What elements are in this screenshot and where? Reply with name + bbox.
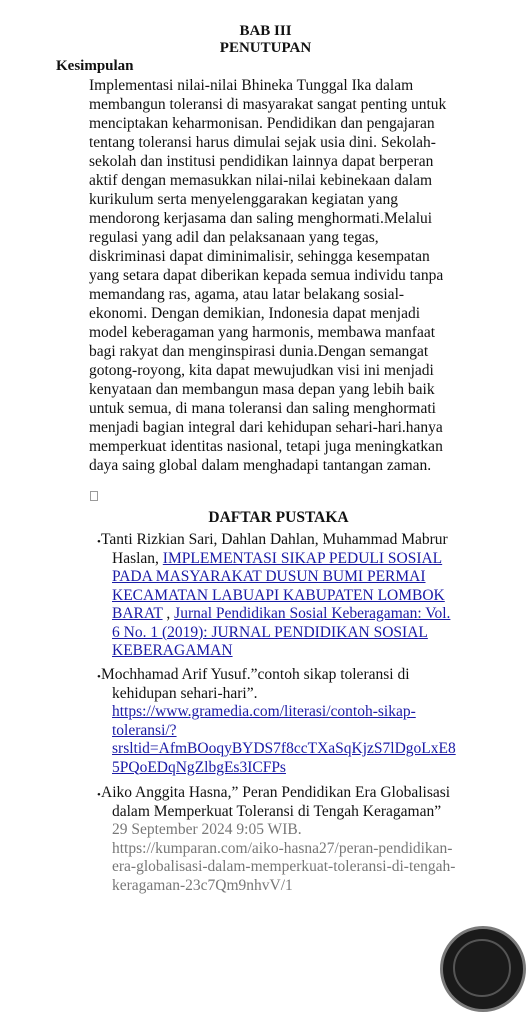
reference-title-link[interactable]: BARAT [112, 605, 163, 622]
paragraph-line: mendorong kerjasama dan saling menghormati.Melalui [89, 210, 433, 227]
paragraph-line: kenyataan dan membangun masa depan yang lebih baik [89, 381, 435, 398]
journal-link[interactable]: 6 No. 1 (2019): JURNAL PENDIDIKAN SOSIAL [112, 623, 428, 641]
paragraph-line: Implementasi nilai-nilai Bhineka Tunggal Ika dalam [89, 77, 414, 94]
paragraph-line: menciptakan keharmonisan. Pendidikan dan pengajaran [89, 115, 435, 132]
paragraph-line: daya saing global dalam menghadapi tantangan zaman. [89, 457, 432, 474]
paragraph-line: untuk semua, di mana toleransi dan saling menghormati [89, 400, 436, 417]
reference-line [112, 568, 426, 587]
paragraph-line: regulasi yang adil dan pelaksanaan yang tegas, [89, 229, 379, 246]
reference-title-link[interactable]: PADA MASYARAKAT DUSUN BUMI PERMAI [112, 568, 426, 585]
reference-line [112, 550, 442, 569]
chapter-title: PENUTUPAN [219, 40, 312, 56]
reference-url-link[interactable]: https://www.gramedia.com/literasi/contoh-sikap- [112, 703, 416, 720]
empty-checkbox-icon [90, 491, 98, 501]
bullet-icon: • [97, 671, 101, 683]
reference-line [112, 605, 450, 624]
paragraph-line: memperkuat identitas nasional, tetapi juga meningkatkan [89, 438, 443, 455]
reference-line [112, 587, 445, 606]
reference-line [112, 624, 428, 643]
paragraph-line: menjadi bagian integral dari kehidupan sehari-hari.hanya [89, 419, 443, 436]
reference-line: kehidupan sehari-hari”. [112, 684, 258, 702]
paragraph-line: aktif dengan memasukkan nilai-nilai kebinekaan dalam [89, 172, 433, 189]
reference-url: keragaman-23c7Qm9nhvV/1 [112, 876, 293, 894]
reference-title-link[interactable]: KECAMATAN LABUAPI KABUPATEN LOMBOK [112, 586, 445, 604]
reference-authors: Haslan, [112, 549, 163, 567]
reference-line [112, 642, 233, 661]
floating-action-button[interactable] [440, 926, 526, 1012]
reference-separator: , [162, 605, 175, 622]
paragraph-line: gotong-royong, kita dapat mewujudkan visi ini menjadi [89, 362, 434, 379]
bullet-icon: • [97, 789, 101, 801]
reference-line [112, 740, 456, 759]
reference-line: Mochhamad Arif Yusuf.”contoh sikap toleransi di [101, 666, 410, 683]
paragraph-line: kurikulum serta menyelenggarakan kegiatan yang [89, 191, 399, 208]
reference-date: 29 September 2024 9:05 WIB. [112, 821, 302, 838]
paragraph-line: sekolah dan institusi pendidikan lainnya dapat berperan [89, 153, 434, 170]
reference-url-link[interactable]: toleransi/? [112, 721, 177, 739]
reference-url: https://kumparan.com/aiko-hasna27/peran-pendidikan- [112, 839, 453, 857]
section-heading-daftar-pustaka: DAFTAR PUSTAKA [208, 509, 349, 526]
reference-line: Tanti Rizkian Sari, Dahlan Dahlan, Muhammad Mabrur [101, 531, 448, 548]
reference-line [112, 703, 416, 722]
reference-line [112, 722, 177, 741]
reference-line: dalam Memperkuat Toleransi di Tengah Keragaman” [112, 802, 442, 820]
paragraph-line: ekonomi. Dengan demikian, Indonesia dapat menjadi [89, 305, 421, 322]
journal-link[interactable]: Jurnal Pendidikan Sosial Keberagaman: Vol. [174, 605, 451, 622]
chapter-number: BAB III [239, 23, 292, 39]
bullet-icon: • [97, 536, 101, 548]
paragraph-line: memandang ras, agama, atau latar belakang sosial- [89, 286, 405, 303]
reference-line [112, 759, 286, 778]
paragraph-line: yang setara dapat diberikan kepada semua individu tanpa [89, 267, 444, 284]
section-heading-kesimpulan: Kesimpulan [56, 58, 134, 74]
reference-title-link[interactable]: IMPLEMENTASI SIKAP PEDULI SOSIAL [162, 549, 443, 567]
paragraph-line: bagi rakyat dan menginspirasi dunia.Dengan semangat [89, 343, 429, 360]
paragraph-line: model keberagaman yang harmonis, membawa manfaat [89, 324, 436, 341]
reference-url-link[interactable]: srsltid=AfmBOoqyBYDS7f8ccTXaSqKjzS7lDgoLxE8 [112, 740, 456, 757]
paragraph-line: diskriminasi dapat diminimalisir, sehingga kesempatan [89, 248, 430, 265]
journal-link[interactable]: KEBERAGAMAN [112, 642, 233, 659]
paragraph-line: tentang toleransi harus dimulai sejak usia dini. Sekolah- [89, 134, 436, 151]
reference-url-link[interactable]: 5PQoEDqNgZlbgEs3ICFPs [112, 758, 286, 776]
reference-line: Aiko Anggita Hasna,” Peran Pendidikan Era Globalisasi [101, 784, 451, 801]
paragraph-line: membangun toleransi di masyarakat sangat penting untuk [89, 96, 447, 113]
reference-url: era-globalisasi-dalam-memperkuat-toleransi-di-tengah- [112, 858, 456, 875]
